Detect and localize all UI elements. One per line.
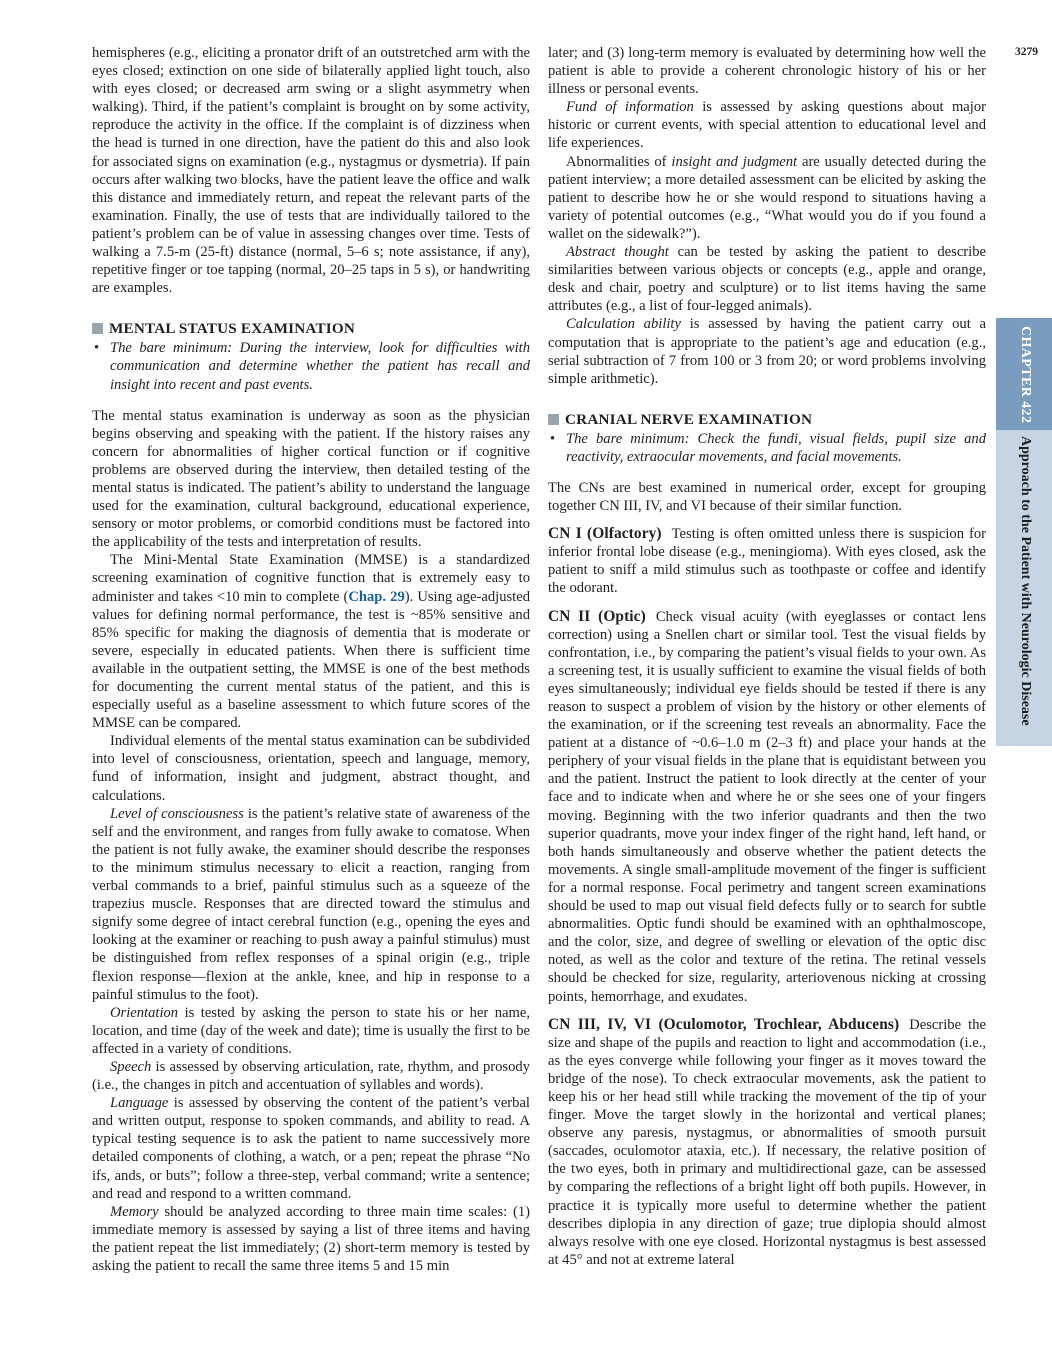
text-run: is assessed by observing articulation, rate, rhythm, and prosody (i.e., the changes in pitch and accentuation of syllables and words).: [92, 1058, 530, 1094]
term: Speech: [110, 1058, 152, 1075]
text-run: is assessed by observing the content of the patient’s verbal and written output, response to spoken commands, and ability to read. A typical testing sequence is to ask the patient to name successively more detailed components of clothing, a watch, or a pen; repeat the phrase “No ifs, ands, or buts”; follow a three-step, verbal command; write a sentence; and read and respond to a written command.: [92, 1095, 530, 1202]
text-run: is assessed by having the patient carry out a computation that is appropriate to the patient’s age and education (e.g., serial subtraction of 7 from 100 or 3 from 20; or word problems involving simple arithmetic).: [548, 316, 987, 387]
chapter-cross-reference-link[interactable]: Chap. 29: [348, 588, 405, 605]
cn2-subheading: CN II (Optic): [548, 607, 646, 625]
bullet-text: The bare minimum: During the interview, look for difficulties with communication and determine whether the patient has recall and insight into recent and past events.: [110, 340, 530, 393]
term: Orientation: [110, 1004, 179, 1021]
cn3-subheading: CN III, IV, VI (Oculomotor, Trochlear, Abducens): [548, 1015, 900, 1033]
text-run: Check visual acuity (with eyeglasses or contact lens correction) using a Snellen chart or similar tool. Test the visual fields by confrontation, i.e., by comparing the patient’s visual fields to your own. As a screening test, it is usually sufficient to examine the visual fields of both eyes simultaneously; individual eye fields should be tested if there is any reason to suspect a problem of vision by the history or other elements of the examination, or if the screening test reveals an abnormality. Face the patient at a distance of ~0.6–1.0 m (2–3 ft) and place your hands at the periphery of your visual fields in the plane that is equidistant between you and the patient. Instruct the patient to look directly at the center of your face and to indicate when and where he or she sees one of your fingers moving. Beginning with the two inferior quadrants and then the two superior quadrants, move your index finger of the right hand, left hand, or both hands simultaneously and observe whether the patient detects the movements. A single small-amplitude movement of the finger is sufficient for a normal response. Focal perimetry and tangent screen examinations should be used to map out visual field defects fully or to search for subtle abnormalities. Optic fundi should be examined with an ophthalmoscope, and the color, size, and degree of swelling or elevation of the optic disc noted, as well as the color and texture of the retina. The retinal vessels should be checked for size, regularity, arteriovenous nicking at crossing points, hemorrhage, and exudates.: [548, 608, 986, 1005]
term: Abstract thought: [566, 244, 669, 261]
text-run: Testing is often omitted unless there is suspicion for inferior frontal lobe disease (e.g., meningioma). With eyes closed, ask the patient to sniff a mild stimulus such as toothpaste or coffee and identify the odorant.: [548, 526, 986, 597]
text-run: Describe the size and shape of the pupils and reaction to light and accommodation (i.e., as the eyes converge while following your finger as it moves toward the bridge of the nose). To check extraocular movements, ask the patient to keep his or her head still while tracking the movement of the tip of your finger. Move the target slowly in the horizontal and vertical planes; observe any paresis, nystagmus, or abnormalities of smooth pursuit (saccades, oculomotor ataxia, etc.). If necessary, the relative position of the two eyes, both in primary and multidirectional gaze, can be assessed by comparing the reflections of a bright light off both pupils. However, in practice it is typically more useful to determine whether the patient describes diplopia in any direction of gaze; true diplopia should almost always resolve with one eye closed. Horizontal nystagmus is best assessed at 45° and not at extreme lateral: [548, 1016, 986, 1268]
text-run: can be tested by asking the patient to describe similarities between various objects or concepts (e.g., apple and orange, desk and chair, poetry and sculpture) or to list items having the same attributes (e.g., a list of four-legged animals).: [548, 244, 986, 315]
cn2-paragraph: [548, 608, 986, 1006]
text-run: should be analyzed according to three main time scales: (1) immediate memory is assessed by saying a list of three items and having the patient repeat the list immediately; (2) short-term memory is tested by asking the patient to recall the same three items 5 and 15 min: [92, 1203, 530, 1274]
paragraph: [548, 315, 986, 387]
chapter-title: Approach to the Patient with Neurologic Disease: [1018, 436, 1033, 726]
term: insight and judgment: [671, 153, 798, 170]
term: Language: [110, 1095, 169, 1112]
bullet-mark: •: [550, 430, 556, 447]
bare-minimum-bullet: [548, 430, 986, 466]
term: Fund of information: [566, 99, 694, 116]
right-column: [548, 44, 986, 1269]
paragraph: [548, 153, 986, 243]
text-run: is tested by asking the person to state his or her name, location, and time (day of the week and date); time is usually the first to be affected in a variety of conditions.: [92, 1004, 530, 1057]
cn1-paragraph: [548, 525, 986, 597]
text-run: are usually detected during the patient interview; a more detailed assessment can be elicited by asking the patient to describe how he or she would respond to situations having a variety of potential outcomes (e.g., “What would you do if you found a wallet on the sidewalk?”).: [548, 153, 986, 242]
paragraph: [92, 805, 530, 1004]
section-square-icon: [92, 323, 103, 334]
text-run: The Mini-Mental State Examination (MMSE) is a standardized screening examination of cognitive function that is extremely easy to administer and takes <10 min to complete (: [92, 552, 530, 605]
bullet-text: The bare minimum: Check the fundi, visual fields, pupil size and reactivity, extraocular movements, and facial movements.: [566, 430, 986, 465]
term: Calculation ability: [566, 316, 681, 333]
heading-text: MENTAL STATUS EXAMINATION: [109, 320, 356, 338]
text-run: is assessed by asking questions about major historic or current events, with special attention to educational level and life experiences.: [548, 99, 986, 152]
paragraph: [548, 98, 986, 152]
paragraph: Individual elements of the mental status examination can be subdivided into level of consciousness, orientation, speech and language, memory, fund of information, insight and judgment, abstract thought, and calculations.: [92, 733, 530, 804]
paragraph: The CNs are best examined in numerical order, except for grouping together CN III, IV, and VI because of their similar function.: [548, 479, 986, 515]
mental-status-heading: [92, 319, 530, 338]
paragraph: The mental status examination is underway as soon as the physician begins observing and speaking with the patient. If the history raises any concern for abnormalities of higher cortical function or if cognitive problems are observed during the interview, then detailed testing of the mental status is indicated. The patient’s ability to understand the language used for the examination, cultural background, educational experience, sensory or motor problems, or comorbid conditions must be factored into the applicability of the tests and interpretation of results.: [92, 407, 530, 551]
heading-text: CRANIAL NERVE EXAMINATION: [565, 410, 813, 428]
cn3-paragraph: [548, 1016, 986, 1269]
page-number: 3279: [1015, 46, 1038, 58]
paragraph: [92, 1058, 530, 1094]
text-run: Abnormalities of: [566, 153, 672, 170]
paragraph: [548, 243, 986, 315]
paragraph: [92, 1203, 530, 1275]
paragraph: hemispheres (e.g., eliciting a pronator drift of an outstretched arm with the eyes closed; extinction on one side of bilaterally applied light touch, also with eyes closed; or decreased arm swing or a slight asymmetry when walking). Third, if the patient’s complaint is brought on by some activity, reproduce the activity in the office. If the complaint is of dizziness when the head is turned in one direction, have the patient do this and also look for associated signs on examination (e.g., nystagmus or dysmetria). If pain occurs after walking two blocks, have the patient leave the office and walk this distance and immediately return, and repeat the relevant parts of the examination. Finally, the use of tests that are individually tailored to the patient’s problem can be of value in assessing changes over time. Tests of walking a 7.5-m (25-ft) distance (normal, 5–6 s; note assistance, if any), repetitive finger or toe tapping (normal, 20–25 taps in 5 s), or handwriting are examples.: [92, 45, 530, 297]
left-column: [92, 44, 530, 1275]
chapter-number: CHAPTER 422: [1018, 326, 1033, 424]
text-run: is the patient’s relative state of awareness of the self and the environment, and ranges from fully awake to comatose. When the patient is not fully awake, the examiner should describe the responses to the minimum stimulus necessary to elicit a reaction, ranging from verbal commands to a brief, painful stimulus such as a squeeze of the trapezius muscle. Responses that are directed toward the stimulus and signify some degree of intact cerebral function (e.g., opening the eyes and looking at the examiner or reaching to push away a painful stimulus) must be distinguished from reflex responses of a spinal origin (e.g., triple flexion response—flexion at the ankle, knee, and hip in response to a painful stimulus to the foot).: [92, 805, 530, 1003]
text-run: ). Using age-adjusted values for defining normal performance, the test is ~85% sensitive and 85% specific for making the diagnosis of dementia that is moderate or severe, especially in educated patients. When there is sufficient time available in the outpatient setting, the MMSE is one of the best methods for documenting the current mental status of the patient, and this is especially useful as a baseline assessment to which future scores of the MMSE can be compared.: [92, 588, 531, 732]
paragraph: [92, 1004, 530, 1058]
paragraph: [92, 1094, 530, 1203]
section-square-icon: [548, 414, 559, 425]
term: Memory: [110, 1203, 159, 1220]
chapter-tab: [996, 318, 1052, 746]
paragraph: [92, 551, 530, 732]
paragraph: later; and (3) long-term memory is evaluated by determining how well the patient is able to provide a coherent chronologic history of his or her illness or personal events.: [548, 45, 986, 98]
cn1-subheading: CN I (Olfactory): [548, 525, 662, 543]
cranial-nerve-heading: [548, 410, 986, 429]
bare-minimum-bullet: [92, 339, 530, 393]
term: Level of consciousness: [110, 805, 244, 822]
bullet-mark: •: [94, 340, 100, 357]
